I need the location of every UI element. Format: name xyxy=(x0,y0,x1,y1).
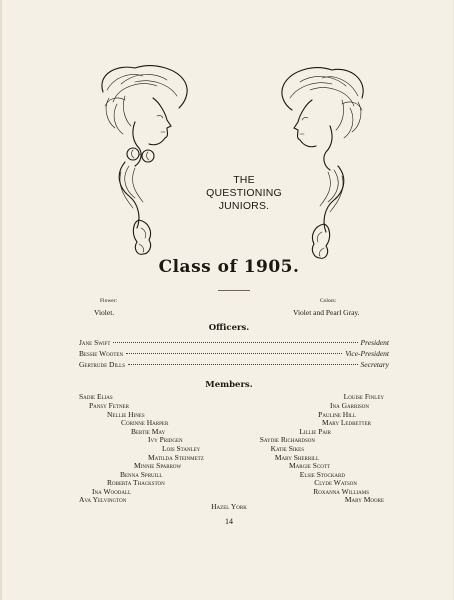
colors-value: Violet and Pearl Gray. xyxy=(293,308,360,317)
member-name: Matilda Steinmetz xyxy=(148,453,204,462)
member-name: Minnie Sparrow xyxy=(134,461,182,470)
heading-line-3: JUNIORS. xyxy=(218,200,270,212)
member-name: Ava Yelvington xyxy=(79,495,127,504)
member-name: Lois Stanley xyxy=(162,444,201,453)
officer-row xyxy=(79,338,389,349)
officer-role: Vice-President xyxy=(345,349,389,358)
member-name: Benna Spruill xyxy=(120,470,163,479)
leader-dots xyxy=(113,342,357,343)
officer-role: President xyxy=(360,338,389,347)
officer-name: Jane Swift xyxy=(79,338,111,347)
member-name: Corinne Harper xyxy=(121,418,169,427)
heading-line-1: THE xyxy=(233,174,255,186)
member-name: Sadie Elias xyxy=(79,392,113,401)
member-name: Ina Garrison xyxy=(330,401,369,410)
right-woman-illustration xyxy=(278,62,370,262)
member-name: Bertie May xyxy=(131,427,166,436)
member-name: Pansy Fetner xyxy=(89,401,129,410)
flower-value: Violet. xyxy=(94,308,115,317)
officer-name: Bessie Wooten xyxy=(79,349,124,358)
officer-row xyxy=(79,349,389,360)
member-name: Katie Sikes xyxy=(270,444,304,453)
officer-row xyxy=(79,360,389,371)
members-heading: Members. xyxy=(205,380,253,390)
class-title: Class of 1905. xyxy=(158,257,300,277)
member-name-center: Hazel York xyxy=(211,502,247,511)
officer-role: Secretary xyxy=(360,360,389,369)
title-divider xyxy=(218,290,250,291)
member-name: Mary Sherrill xyxy=(274,453,319,462)
member-name: Roberta Thackston xyxy=(107,478,165,487)
page-number: 14 xyxy=(225,517,233,526)
member-name: Clyde Watson xyxy=(314,478,357,487)
member-name: Mary Moore xyxy=(344,495,384,504)
member-name: Louise Finley xyxy=(343,392,384,401)
questioning-juniors-heading xyxy=(202,174,286,213)
flower-label: Flower: xyxy=(100,298,118,304)
leader-dots xyxy=(126,353,342,354)
member-name: Pauline Hill xyxy=(318,410,356,419)
member-name: Lillie Pair xyxy=(299,427,331,436)
member-name: Margie Scott xyxy=(288,461,330,470)
officers-heading: Officers. xyxy=(208,323,250,333)
member-name: Mary Ledbetter xyxy=(322,418,371,427)
left-woman-illustration xyxy=(95,62,195,262)
member-name: Elsie Stockard xyxy=(299,470,345,479)
member-name: Nellie Hines xyxy=(107,410,145,419)
heading-line-2: QUESTIONING xyxy=(206,187,282,199)
officer-name: Gertrude Dills xyxy=(79,360,126,369)
leader-dots xyxy=(128,364,358,365)
member-name: Roxanna Williams xyxy=(313,487,369,496)
member-name: Ina Woodall xyxy=(92,487,132,496)
colors-label: Colors: xyxy=(320,298,337,304)
member-name: Saydie Richardson xyxy=(259,435,315,444)
member-name: Ivy Pridgen xyxy=(148,435,183,444)
